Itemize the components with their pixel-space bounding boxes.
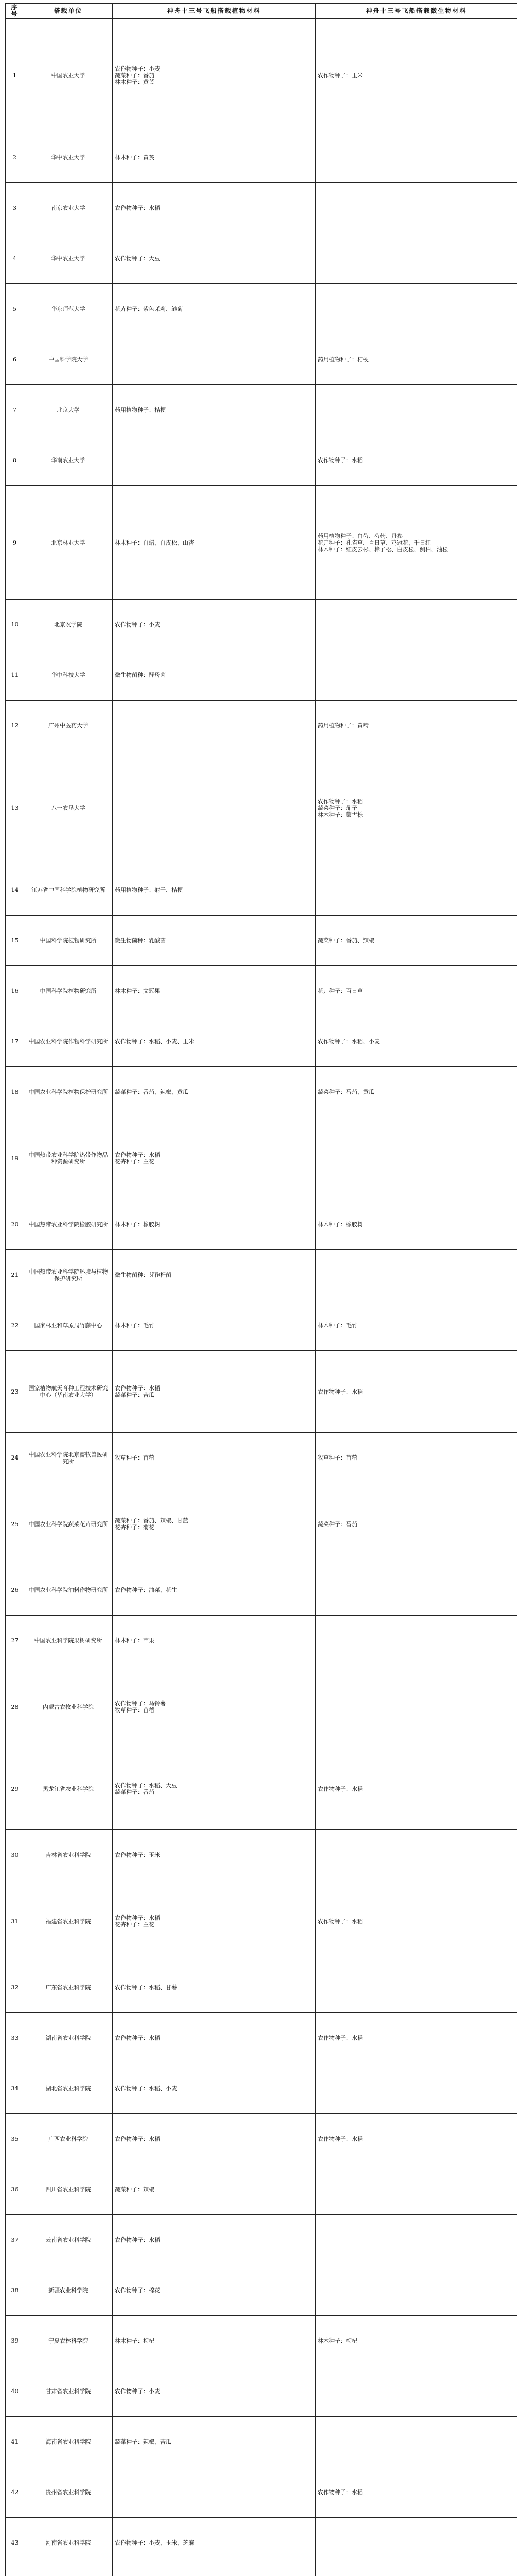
carrier-unit: 宁夏农林科学院 xyxy=(24,2316,113,2366)
row-number: 14 xyxy=(6,865,24,916)
material-line: 林木种子：蒙古栎 xyxy=(318,811,363,818)
material-line: 蔬菜种子：番茄、辣椒、黄瓜 xyxy=(115,1089,188,1095)
microbe-materials-cell xyxy=(316,1666,517,1748)
row-number: 1 xyxy=(6,19,24,132)
carrier-unit: 北京大学 xyxy=(24,385,113,435)
row-number: 16 xyxy=(6,966,24,1016)
material-line: 蔬菜种子：番茄、辣椒、甘蓝 xyxy=(115,1517,188,1524)
table-row xyxy=(6,2013,517,2063)
row-number: 25 xyxy=(6,1483,24,1565)
microbe-materials-cell xyxy=(316,1250,517,1300)
material-line: 农作物种子：大豆 xyxy=(115,255,160,262)
row-number: 17 xyxy=(6,1016,24,1067)
carrier-unit: 中国农业科学院植物保护研究所 xyxy=(24,1067,113,1117)
plant-materials-cell xyxy=(113,1565,316,1616)
carrier-unit: 华东师范大学 xyxy=(24,284,113,334)
material-line: 农作物种子：水稻、小麦 xyxy=(318,1038,380,1045)
microbe-materials-cell xyxy=(316,2164,517,2215)
material-line: 林木种子：黄芪 xyxy=(115,78,154,86)
carrier-unit: 中国热带农业科学院环境与植物保护研究所 xyxy=(24,1250,113,1300)
microbe-materials-cell xyxy=(316,486,517,600)
header-unit: 搭载单位 xyxy=(24,4,113,19)
microbe-materials-cell xyxy=(316,2518,517,2568)
material-line: 农作物种子：油菜、花生 xyxy=(115,1587,177,1594)
microbe-materials-cell xyxy=(316,284,517,334)
plant-materials-cell xyxy=(113,701,316,751)
plant-materials-cell xyxy=(113,1016,316,1067)
carrier-unit: 河南省农业科学院 xyxy=(24,2518,113,2568)
row-number: 7 xyxy=(6,385,24,435)
table-row xyxy=(6,2467,517,2518)
material-line: 林木种子：枸杞 xyxy=(318,2337,357,2344)
plant-materials-cell xyxy=(113,1880,316,1962)
table-row xyxy=(6,1666,517,1748)
microbe-materials-cell xyxy=(316,1616,517,1666)
carrier-unit: 广东省农业科学院 xyxy=(24,1962,113,2013)
row-number: 29 xyxy=(6,1748,24,1830)
carrier-unit: 内蒙古农牧业科学院 xyxy=(24,1666,113,1748)
row-number: 8 xyxy=(6,435,24,486)
material-line: 林木种子：枸杞 xyxy=(115,2337,154,2344)
carrier-unit: 华南农业大学 xyxy=(24,435,113,486)
microbe-materials-cell xyxy=(316,1483,517,1565)
table-row xyxy=(6,600,517,650)
microbe-materials-cell xyxy=(316,1830,517,1880)
table-row xyxy=(6,486,517,600)
row-number: 34 xyxy=(6,2063,24,2114)
material-line: 农作物种子：棉花 xyxy=(115,2287,160,2294)
table-row xyxy=(6,2114,517,2164)
material-line: 林木种子：苹果 xyxy=(115,1637,154,1644)
plant-materials-cell xyxy=(113,385,316,435)
material-line: 蔬菜种子：辣椒 xyxy=(115,2186,154,2193)
table-row xyxy=(6,966,517,1016)
plant-materials-cell xyxy=(113,132,316,183)
table-row xyxy=(6,751,517,865)
table-row xyxy=(6,435,517,486)
plant-materials-cell xyxy=(113,1117,316,1199)
row-number: 9 xyxy=(6,486,24,600)
carrier-unit: 中国农业科学院蔬菜花卉研究所 xyxy=(24,1483,113,1565)
row-number: 32 xyxy=(6,1962,24,2013)
table-row xyxy=(6,1351,517,1433)
carrier-unit: 华中科技大学 xyxy=(24,650,113,701)
row-number: 35 xyxy=(6,2114,24,2164)
table-row xyxy=(6,1830,517,1880)
microbe-materials-cell xyxy=(316,2013,517,2063)
microbe-materials-cell xyxy=(316,916,517,966)
row-number: 18 xyxy=(6,1067,24,1117)
material-line: 花卉种子：兰花 xyxy=(115,1921,154,1928)
carrier-unit: 甘肃省农业科学院 xyxy=(24,2366,113,2417)
material-line: 农作物种子：水稻、甘薯 xyxy=(115,1984,177,1991)
microbe-materials-cell xyxy=(316,2417,517,2467)
microbe-materials-cell xyxy=(316,865,517,916)
table-row xyxy=(6,284,517,334)
microbe-materials-cell xyxy=(316,183,517,233)
row-number: 6 xyxy=(6,334,24,385)
material-line: 农作物种子：水稻 xyxy=(115,1151,160,1158)
plant-materials-cell xyxy=(113,1351,316,1433)
plant-materials-cell xyxy=(113,1199,316,1250)
microbe-materials-cell xyxy=(316,19,517,132)
row-number: 30 xyxy=(6,1830,24,1880)
microbe-materials-cell xyxy=(316,1351,517,1433)
table-row xyxy=(6,132,517,183)
plant-materials-cell xyxy=(113,1250,316,1300)
microbe-materials-cell xyxy=(316,2316,517,2366)
material-line: 农作物种子：水稻 xyxy=(318,2035,363,2041)
table-row xyxy=(6,865,517,916)
plant-materials-cell xyxy=(113,284,316,334)
material-line: 农作物种子：水稻 xyxy=(115,2035,160,2041)
carrier-unit: 中国农业科学院作物科学研究所 xyxy=(24,1016,113,1067)
microbe-materials-cell xyxy=(316,1300,517,1351)
row-number: 19 xyxy=(6,1117,24,1199)
table-row xyxy=(6,1117,517,1199)
material-line: 农作物种子：玉米 xyxy=(318,72,363,79)
material-line: 药用植物种子：桔梗 xyxy=(115,406,166,413)
material-line: 蔬菜种子：番茄 xyxy=(318,1520,357,1528)
microbe-materials-cell xyxy=(316,1117,517,1199)
carrier-unit: 中国热带农业科学院热带作物品种资源研究所 xyxy=(24,1117,113,1199)
carrier-unit: 海南省农业科学院 xyxy=(24,2417,113,2467)
microbe-materials-cell xyxy=(316,751,517,865)
carrier-unit: 中国农业科学院油料作物研究所 xyxy=(24,1565,113,1616)
microbe-materials-cell xyxy=(316,1199,517,1250)
table-row xyxy=(6,2518,517,2568)
carrier-unit: 北京林业大学 xyxy=(24,486,113,600)
material-line: 蔬菜种子：番茄、辣椒 xyxy=(318,937,374,944)
table-row xyxy=(6,385,517,435)
microbe-materials-cell xyxy=(316,1433,517,1483)
table-row xyxy=(6,2215,517,2265)
row-number: 4 xyxy=(6,233,24,284)
table-row xyxy=(6,2164,517,2215)
carrier-unit: 四川省农业科学院 xyxy=(24,2164,113,2215)
plant-materials-cell xyxy=(113,916,316,966)
carrier-unit: 湖南省农业科学院 xyxy=(24,2013,113,2063)
material-line: 林木种子：橡胶树 xyxy=(115,1221,160,1228)
row-number: 2 xyxy=(6,132,24,183)
plant-materials-cell xyxy=(113,2265,316,2316)
material-line: 牧草种子：苜蓿 xyxy=(115,1454,154,1461)
table-row xyxy=(6,1250,517,1300)
table-row xyxy=(6,650,517,701)
material-line: 农作物种子：水稻 xyxy=(318,1918,363,1925)
header-plant-materials: 神舟十三号飞船搭载植物材料 xyxy=(113,4,316,19)
microbe-materials-cell xyxy=(316,132,517,183)
microbe-materials-cell xyxy=(316,600,517,650)
material-line: 农作物种子：水稻、小麦、玉米 xyxy=(115,1038,194,1045)
microbe-materials-cell xyxy=(316,385,517,435)
table-row xyxy=(6,19,517,132)
plant-materials-cell xyxy=(113,1666,316,1748)
material-line: 蔬菜种子：番茄 xyxy=(115,72,154,79)
material-line: 牧草种子：苜蓿 xyxy=(318,1454,357,1461)
carrier-unit: 国家植物航天育种工程技术研究中心（华南农业大学） xyxy=(24,1351,113,1433)
plant-materials-cell xyxy=(113,233,316,284)
table-row xyxy=(6,1616,517,1666)
plant-materials-cell xyxy=(113,966,316,1016)
material-line: 林木种子：毛竹 xyxy=(115,1322,154,1329)
material-line: 药用植物种子：射干、桔梗 xyxy=(115,887,183,893)
row-number: 22 xyxy=(6,1300,24,1351)
material-line: 花卉种子：菊花 xyxy=(115,1524,154,1531)
microbe-materials-cell xyxy=(316,1962,517,2013)
table-row xyxy=(6,1748,517,1830)
row-number: 40 xyxy=(6,2366,24,2417)
plant-materials-cell xyxy=(113,2518,316,2568)
row-number: 26 xyxy=(6,1565,24,1616)
microbe-materials-cell xyxy=(316,435,517,486)
row-number: 28 xyxy=(6,1666,24,1748)
row-number: 42 xyxy=(6,2467,24,2518)
plant-materials-cell xyxy=(113,1616,316,1666)
plant-materials-cell xyxy=(113,1748,316,1830)
microbe-materials-cell xyxy=(316,2114,517,2164)
row-number: 15 xyxy=(6,916,24,966)
material-line: 微生物菌种：乳酸菌 xyxy=(115,937,166,944)
plant-materials-cell xyxy=(113,1300,316,1351)
material-line: 蔬菜种子：番茄、黄瓜 xyxy=(318,1089,374,1095)
table-row xyxy=(6,2316,517,2366)
row-number: 31 xyxy=(6,1880,24,1962)
plant-materials-cell xyxy=(113,600,316,650)
material-line: 农作物种子：水稻 xyxy=(318,798,363,805)
material-line: 农作物种子：小麦 xyxy=(115,65,160,72)
plant-materials-cell xyxy=(113,650,316,701)
row-number: 33 xyxy=(6,2013,24,2063)
table-row xyxy=(6,916,517,966)
carrier-unit: 中国农业科学院果树研究所 xyxy=(24,1616,113,1666)
row-number: 3 xyxy=(6,183,24,233)
row-number: 39 xyxy=(6,2316,24,2366)
material-line: 农作物种子：水稻 xyxy=(115,205,160,211)
material-line: 农作物种子：水稻、大豆 xyxy=(115,1782,177,1789)
plant-materials-cell xyxy=(113,1830,316,1880)
row-number: 43 xyxy=(6,2518,24,2568)
table-row xyxy=(6,1880,517,1962)
material-line: 花卉种子：孔雀草、百日草、鸡冠花、千日红 xyxy=(318,539,431,546)
microbe-materials-cell xyxy=(316,233,517,284)
microbe-materials-cell xyxy=(316,2265,517,2316)
plant-materials-cell xyxy=(113,1433,316,1483)
row-number: 23 xyxy=(6,1351,24,1433)
row-number: 5 xyxy=(6,284,24,334)
plant-materials-cell xyxy=(113,486,316,600)
material-line: 农作物种子：小麦 xyxy=(115,621,160,628)
material-line: 农作物种子：水稻 xyxy=(318,2136,363,2142)
material-line: 蔬菜种子：辣椒、苦瓜 xyxy=(115,2438,171,2445)
plant-materials-cell xyxy=(113,334,316,385)
plant-materials-cell xyxy=(113,2417,316,2467)
plant-materials-cell xyxy=(113,1962,316,2013)
plant-materials-cell xyxy=(113,2063,316,2114)
table-row xyxy=(6,233,517,284)
material-line: 林木种子：文冠果 xyxy=(115,988,160,994)
row-number: 21 xyxy=(6,1250,24,1300)
header-no: 序号 xyxy=(6,4,24,19)
carrier-unit: 吉林省农业科学院 xyxy=(24,1830,113,1880)
microbe-materials-cell xyxy=(316,2366,517,2417)
carrier-unit: 新疆农业科学院 xyxy=(24,2265,113,2316)
row-number: 41 xyxy=(6,2417,24,2467)
material-line: 农作物种子：马铃薯 xyxy=(115,1700,166,1707)
plant-materials-cell xyxy=(113,865,316,916)
plant-materials-cell xyxy=(113,183,316,233)
plant-materials-cell xyxy=(113,1067,316,1117)
material-line: 农作物种子：水稻 xyxy=(318,1388,363,1395)
table-header-row xyxy=(6,4,517,19)
material-line: 林木种子：毛竹 xyxy=(318,1322,357,1329)
carrier-unit: 八一农垦大学 xyxy=(24,751,113,865)
plant-materials-cell xyxy=(113,2164,316,2215)
table-row xyxy=(6,2568,517,2576)
row-number: 20 xyxy=(6,1199,24,1250)
carrier-unit xyxy=(24,2568,113,2576)
material-line: 农作物种子：小麦 xyxy=(115,2388,160,2395)
carrier-unit: 中国热带农业科学院橡胶研究所 xyxy=(24,1199,113,1250)
material-line: 林木种子：黄芪 xyxy=(115,154,154,161)
material-line: 蔬菜种子：苦瓜 xyxy=(115,1392,154,1398)
plant-materials-cell xyxy=(113,751,316,865)
material-line: 花卉种子：兰花 xyxy=(115,1158,154,1165)
carrier-unit: 中国科学院大学 xyxy=(24,334,113,385)
plant-materials-cell xyxy=(113,435,316,486)
carrier-unit: 云南省农业科学院 xyxy=(24,2215,113,2265)
table-row xyxy=(6,2366,517,2417)
table-row xyxy=(6,1962,517,2013)
row-number: 27 xyxy=(6,1616,24,1666)
table-row xyxy=(6,1067,517,1117)
microbe-materials-cell xyxy=(316,701,517,751)
row-number: 37 xyxy=(6,2215,24,2265)
material-line: 蔬菜种子：茄子 xyxy=(318,804,357,811)
microbe-materials-cell xyxy=(316,1067,517,1117)
material-line: 林木种子：白蜡、白皮松、山杏 xyxy=(115,539,194,546)
microbe-materials-cell xyxy=(316,1565,517,1616)
table-row xyxy=(6,1483,517,1565)
plant-materials-cell xyxy=(113,2114,316,2164)
carrier-unit: 北京农学院 xyxy=(24,600,113,650)
table-row xyxy=(6,334,517,385)
row-number: 36 xyxy=(6,2164,24,2215)
header-microbe-materials: 神舟十三号飞船搭载微生物材料 xyxy=(316,4,517,19)
table-row xyxy=(6,2063,517,2114)
plant-materials-cell xyxy=(113,2366,316,2417)
microbe-materials-cell xyxy=(316,1016,517,1067)
carrier-unit: 华中农业大学 xyxy=(24,132,113,183)
material-line: 花卉种子：百日草 xyxy=(318,988,363,994)
row-number: 24 xyxy=(6,1433,24,1483)
material-line: 农作物种子：水稻 xyxy=(115,2136,160,2142)
plant-materials-cell xyxy=(113,19,316,132)
material-line: 农作物种子：玉米 xyxy=(115,1852,160,1858)
row-number: 11 xyxy=(6,650,24,701)
carrier-unit: 中国农业科学院北京畜牧兽医研究所 xyxy=(24,1433,113,1483)
plant-materials-cell xyxy=(113,2316,316,2366)
plant-materials-cell xyxy=(113,2467,316,2518)
material-line: 林木种子：红皮云杉、樟子松、白皮松、侧柏、油松 xyxy=(318,546,448,553)
microbe-materials-cell xyxy=(316,650,517,701)
material-line: 药用植物种子：黄精 xyxy=(318,722,369,729)
table-row xyxy=(6,183,517,233)
material-line: 蔬菜种子：番茄 xyxy=(115,1789,154,1795)
carrier-unit: 湖北省农业科学院 xyxy=(24,2063,113,2114)
material-line: 花卉种子：紫色茉莉、雏菊 xyxy=(115,306,183,312)
row-number: 13 xyxy=(6,751,24,865)
carrier-unit: 中国农业大学 xyxy=(24,19,113,132)
carrier-unit: 南京农业大学 xyxy=(24,183,113,233)
material-line: 林木种子：橡胶树 xyxy=(318,1221,363,1228)
material-line: 农作物种子：水稻 xyxy=(115,2236,160,2243)
row-number: 38 xyxy=(6,2265,24,2316)
carrier-unit: 黑龙江省农业科学院 xyxy=(24,1748,113,1830)
table-row xyxy=(6,2265,517,2316)
carrier-unit: 贵州省农业科学院 xyxy=(24,2467,113,2518)
table-row xyxy=(6,1433,517,1483)
plant-materials-cell xyxy=(113,2013,316,2063)
carrier-unit: 国家林业和草原局竹藤中心 xyxy=(24,1300,113,1351)
microbe-materials-cell xyxy=(316,2063,517,2114)
material-line: 农作物种子：水稻 xyxy=(318,457,363,464)
microbe-materials-cell xyxy=(316,2568,517,2576)
carrier-unit: 华中农业大学 xyxy=(24,233,113,284)
carrier-unit: 福建省农业科学院 xyxy=(24,1880,113,1962)
table-row xyxy=(6,1016,517,1067)
microbe-materials-cell xyxy=(316,1880,517,1962)
material-line: 微生物菌种：酵母菌 xyxy=(115,672,166,679)
table-row xyxy=(6,1199,517,1250)
table-row xyxy=(6,2417,517,2467)
material-line: 农作物种子：水稻 xyxy=(115,1385,160,1392)
material-line: 牧草种子：苜蓿 xyxy=(115,1707,154,1714)
plant-materials-cell xyxy=(113,1483,316,1565)
carrier-unit: 江苏省中国科学院植物研究所 xyxy=(24,865,113,916)
material-line: 农作物种子：水稻、小麦 xyxy=(115,2085,177,2092)
material-line: 农作物种子：水稻 xyxy=(318,1785,363,1792)
microbe-materials-cell xyxy=(316,966,517,1016)
carrier-unit: 广州中医药大学 xyxy=(24,701,113,751)
carried-materials-table xyxy=(5,3,517,2576)
table-body xyxy=(6,19,517,2576)
table-row xyxy=(6,1565,517,1616)
microbe-materials-cell xyxy=(316,334,517,385)
plant-materials-cell xyxy=(113,2215,316,2265)
plant-materials-cell xyxy=(113,2568,316,2576)
row-number xyxy=(6,2568,24,2576)
microbe-materials-cell xyxy=(316,2467,517,2518)
carrier-unit: 广西农业科学院 xyxy=(24,2114,113,2164)
row-number: 10 xyxy=(6,600,24,650)
row-number: 12 xyxy=(6,701,24,751)
material-line: 微生物菌种：芽孢杆菌 xyxy=(115,1272,171,1278)
material-line: 药用植物种子：桔梗 xyxy=(318,356,369,363)
table-row xyxy=(6,1300,517,1351)
material-line: 药用植物种子：白芍、芍药、丹参 xyxy=(318,532,403,539)
microbe-materials-cell xyxy=(316,2215,517,2265)
table-row xyxy=(6,701,517,751)
material-line: 农作物种子：水稻 xyxy=(318,2489,363,2496)
microbe-materials-cell xyxy=(316,1748,517,1830)
carrier-unit: 中国科学院植物研究所 xyxy=(24,966,113,1016)
material-line: 农作物种子：水稻 xyxy=(115,1914,160,1921)
carrier-unit: 中国科学院植物研究所 xyxy=(24,916,113,966)
material-line: 农作物种子：小麦、玉米、芝麻 xyxy=(115,2539,194,2546)
